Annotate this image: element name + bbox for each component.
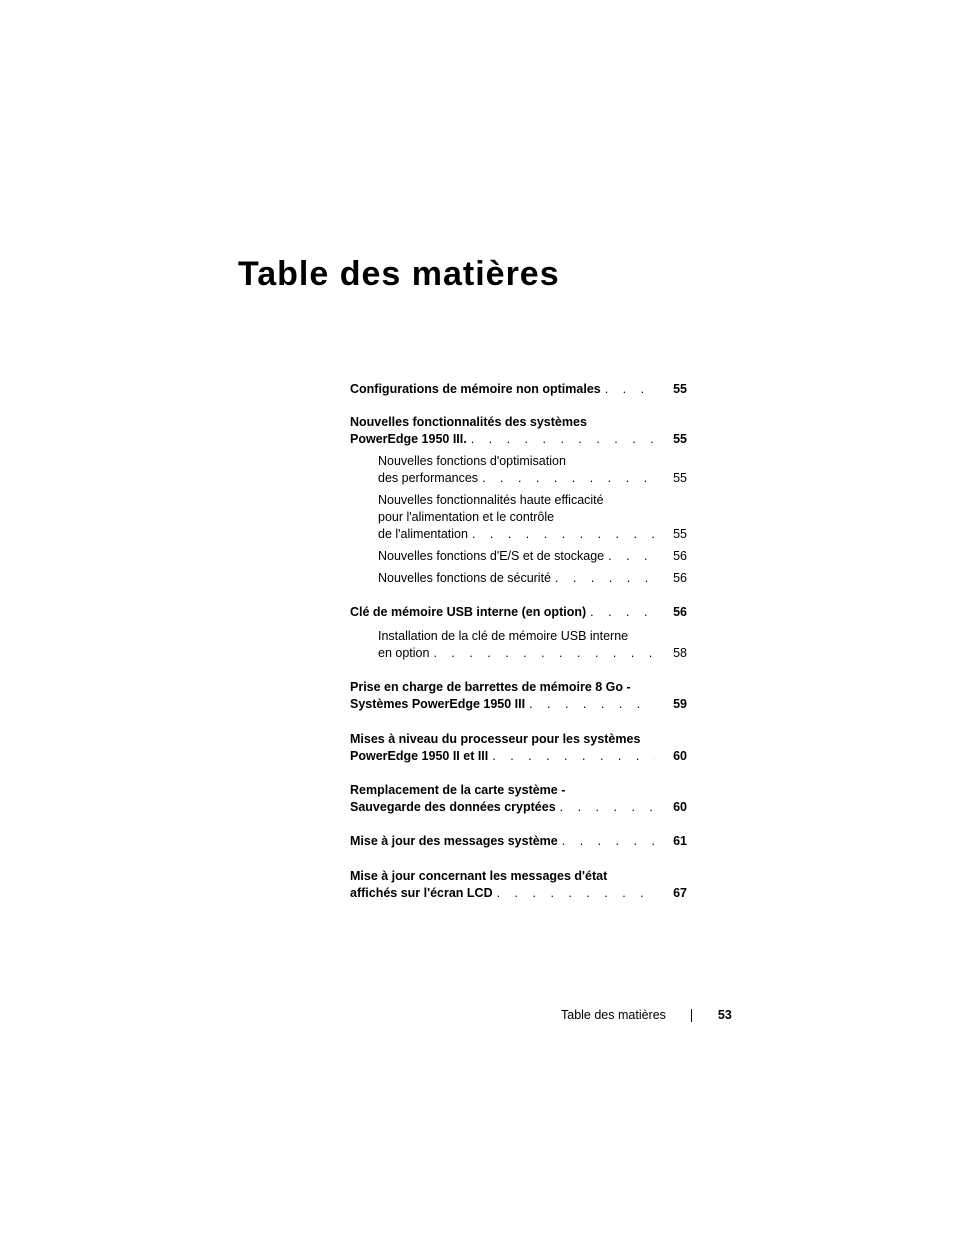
toc-entry[interactable] xyxy=(378,570,690,587)
toc-page-number: 67 xyxy=(673,886,687,900)
toc-dot-leader xyxy=(608,548,655,565)
footer-page-number: 53 xyxy=(717,1008,732,1022)
toc-dot-leader xyxy=(472,526,655,543)
toc-page-number: 56 xyxy=(673,605,687,619)
toc-entry-text-line: pour l'alimentation et le contrôle xyxy=(378,510,555,524)
toc-dot-leader xyxy=(562,833,655,850)
toc-entry-text-line: affichés sur l'écran LCD xyxy=(350,886,493,900)
toc-entry-text-line: de l'alimentation xyxy=(378,527,468,541)
toc-page-number: 55 xyxy=(673,382,687,396)
toc-entry-text-line: Nouvelles fonctions de sécurité xyxy=(378,571,552,585)
toc-dot-leader xyxy=(529,696,655,713)
toc-entry-text-line: Mise à jour des messages système xyxy=(350,834,558,848)
table-of-contents xyxy=(350,378,690,902)
toc-entry-text-line: Nouvelles fonctions d'optimisation xyxy=(378,454,566,468)
toc-entry-text-line: Nouvelles fonctionnalités haute efficacité xyxy=(378,493,604,507)
toc-entry-text-line: Clé de mémoire USB interne (en option) xyxy=(350,605,587,619)
toc-entry[interactable] xyxy=(350,414,690,448)
toc-entry[interactable] xyxy=(350,782,690,816)
toc-entry-text-line: Mises à niveau du processeur pour les systèmes xyxy=(350,732,641,746)
toc-dot-leader xyxy=(560,799,655,816)
toc-dot-leader xyxy=(433,645,655,662)
toc-page-number: 56 xyxy=(673,549,687,563)
toc-entry[interactable] xyxy=(350,604,690,621)
toc-dot-leader xyxy=(471,431,655,448)
toc-entry[interactable] xyxy=(350,731,690,765)
toc-entry-text-line: en option xyxy=(378,646,430,660)
toc-dot-leader xyxy=(605,381,655,398)
toc-entry-text-line: PowerEdge 1950 III. xyxy=(350,432,467,446)
toc-entry-text-line: Systèmes PowerEdge 1950 III xyxy=(350,697,526,711)
toc-entry[interactable] xyxy=(378,453,690,487)
toc-entry-text-line: Nouvelles fonctions d'E/S et de stockage xyxy=(378,549,605,563)
toc-page-number: 60 xyxy=(673,800,687,814)
toc-entry[interactable] xyxy=(350,679,690,713)
toc-entry[interactable] xyxy=(378,492,690,543)
toc-page-number: 58 xyxy=(673,646,687,660)
toc-entry-text-line: Remplacement de la carte système - xyxy=(350,783,566,797)
toc-entry[interactable] xyxy=(350,381,690,398)
toc-entry-text-line: Prise en charge de barrettes de mémoire 8 Go - xyxy=(350,680,631,694)
page-footer xyxy=(561,1007,737,1024)
toc-dot-leader xyxy=(492,748,655,765)
toc-page-number: 61 xyxy=(673,834,687,848)
toc-page-number: 55 xyxy=(673,432,687,446)
toc-entry-text-line: PowerEdge 1950 II et III xyxy=(350,749,489,763)
toc-page-number: 56 xyxy=(673,571,687,585)
toc-entry[interactable] xyxy=(350,868,690,902)
toc-page-number: 55 xyxy=(673,471,687,485)
toc-entry-text-line: Sauvegarde des données cryptées xyxy=(350,800,556,814)
toc-page-number: 59 xyxy=(673,697,687,711)
footer-section-title: Table des matières xyxy=(561,1008,666,1022)
toc-entry-text-line: des performances xyxy=(378,471,479,485)
toc-entry-text-line: Nouvelles fonctionnalités des systèmes xyxy=(350,415,587,429)
page-title: Table des matières xyxy=(238,255,560,293)
toc-entry-text-line: Mise à jour concernant les messages d'état xyxy=(350,869,608,883)
toc-entry[interactable] xyxy=(378,548,690,565)
toc-dot-leader xyxy=(497,885,655,902)
toc-dot-leader xyxy=(482,470,655,487)
toc-entry-text-line: Installation de la clé de mémoire USB interne xyxy=(378,629,629,643)
toc-dot-leader xyxy=(590,604,655,621)
toc-entry[interactable] xyxy=(378,628,690,662)
toc-entry[interactable] xyxy=(350,833,690,850)
toc-page-number: 55 xyxy=(673,527,687,541)
toc-dot-leader xyxy=(555,570,655,587)
footer-separator xyxy=(691,1009,692,1022)
toc-page-number: 60 xyxy=(673,749,687,763)
toc-entry-text-line: Configurations de mémoire non optimales xyxy=(350,382,601,396)
